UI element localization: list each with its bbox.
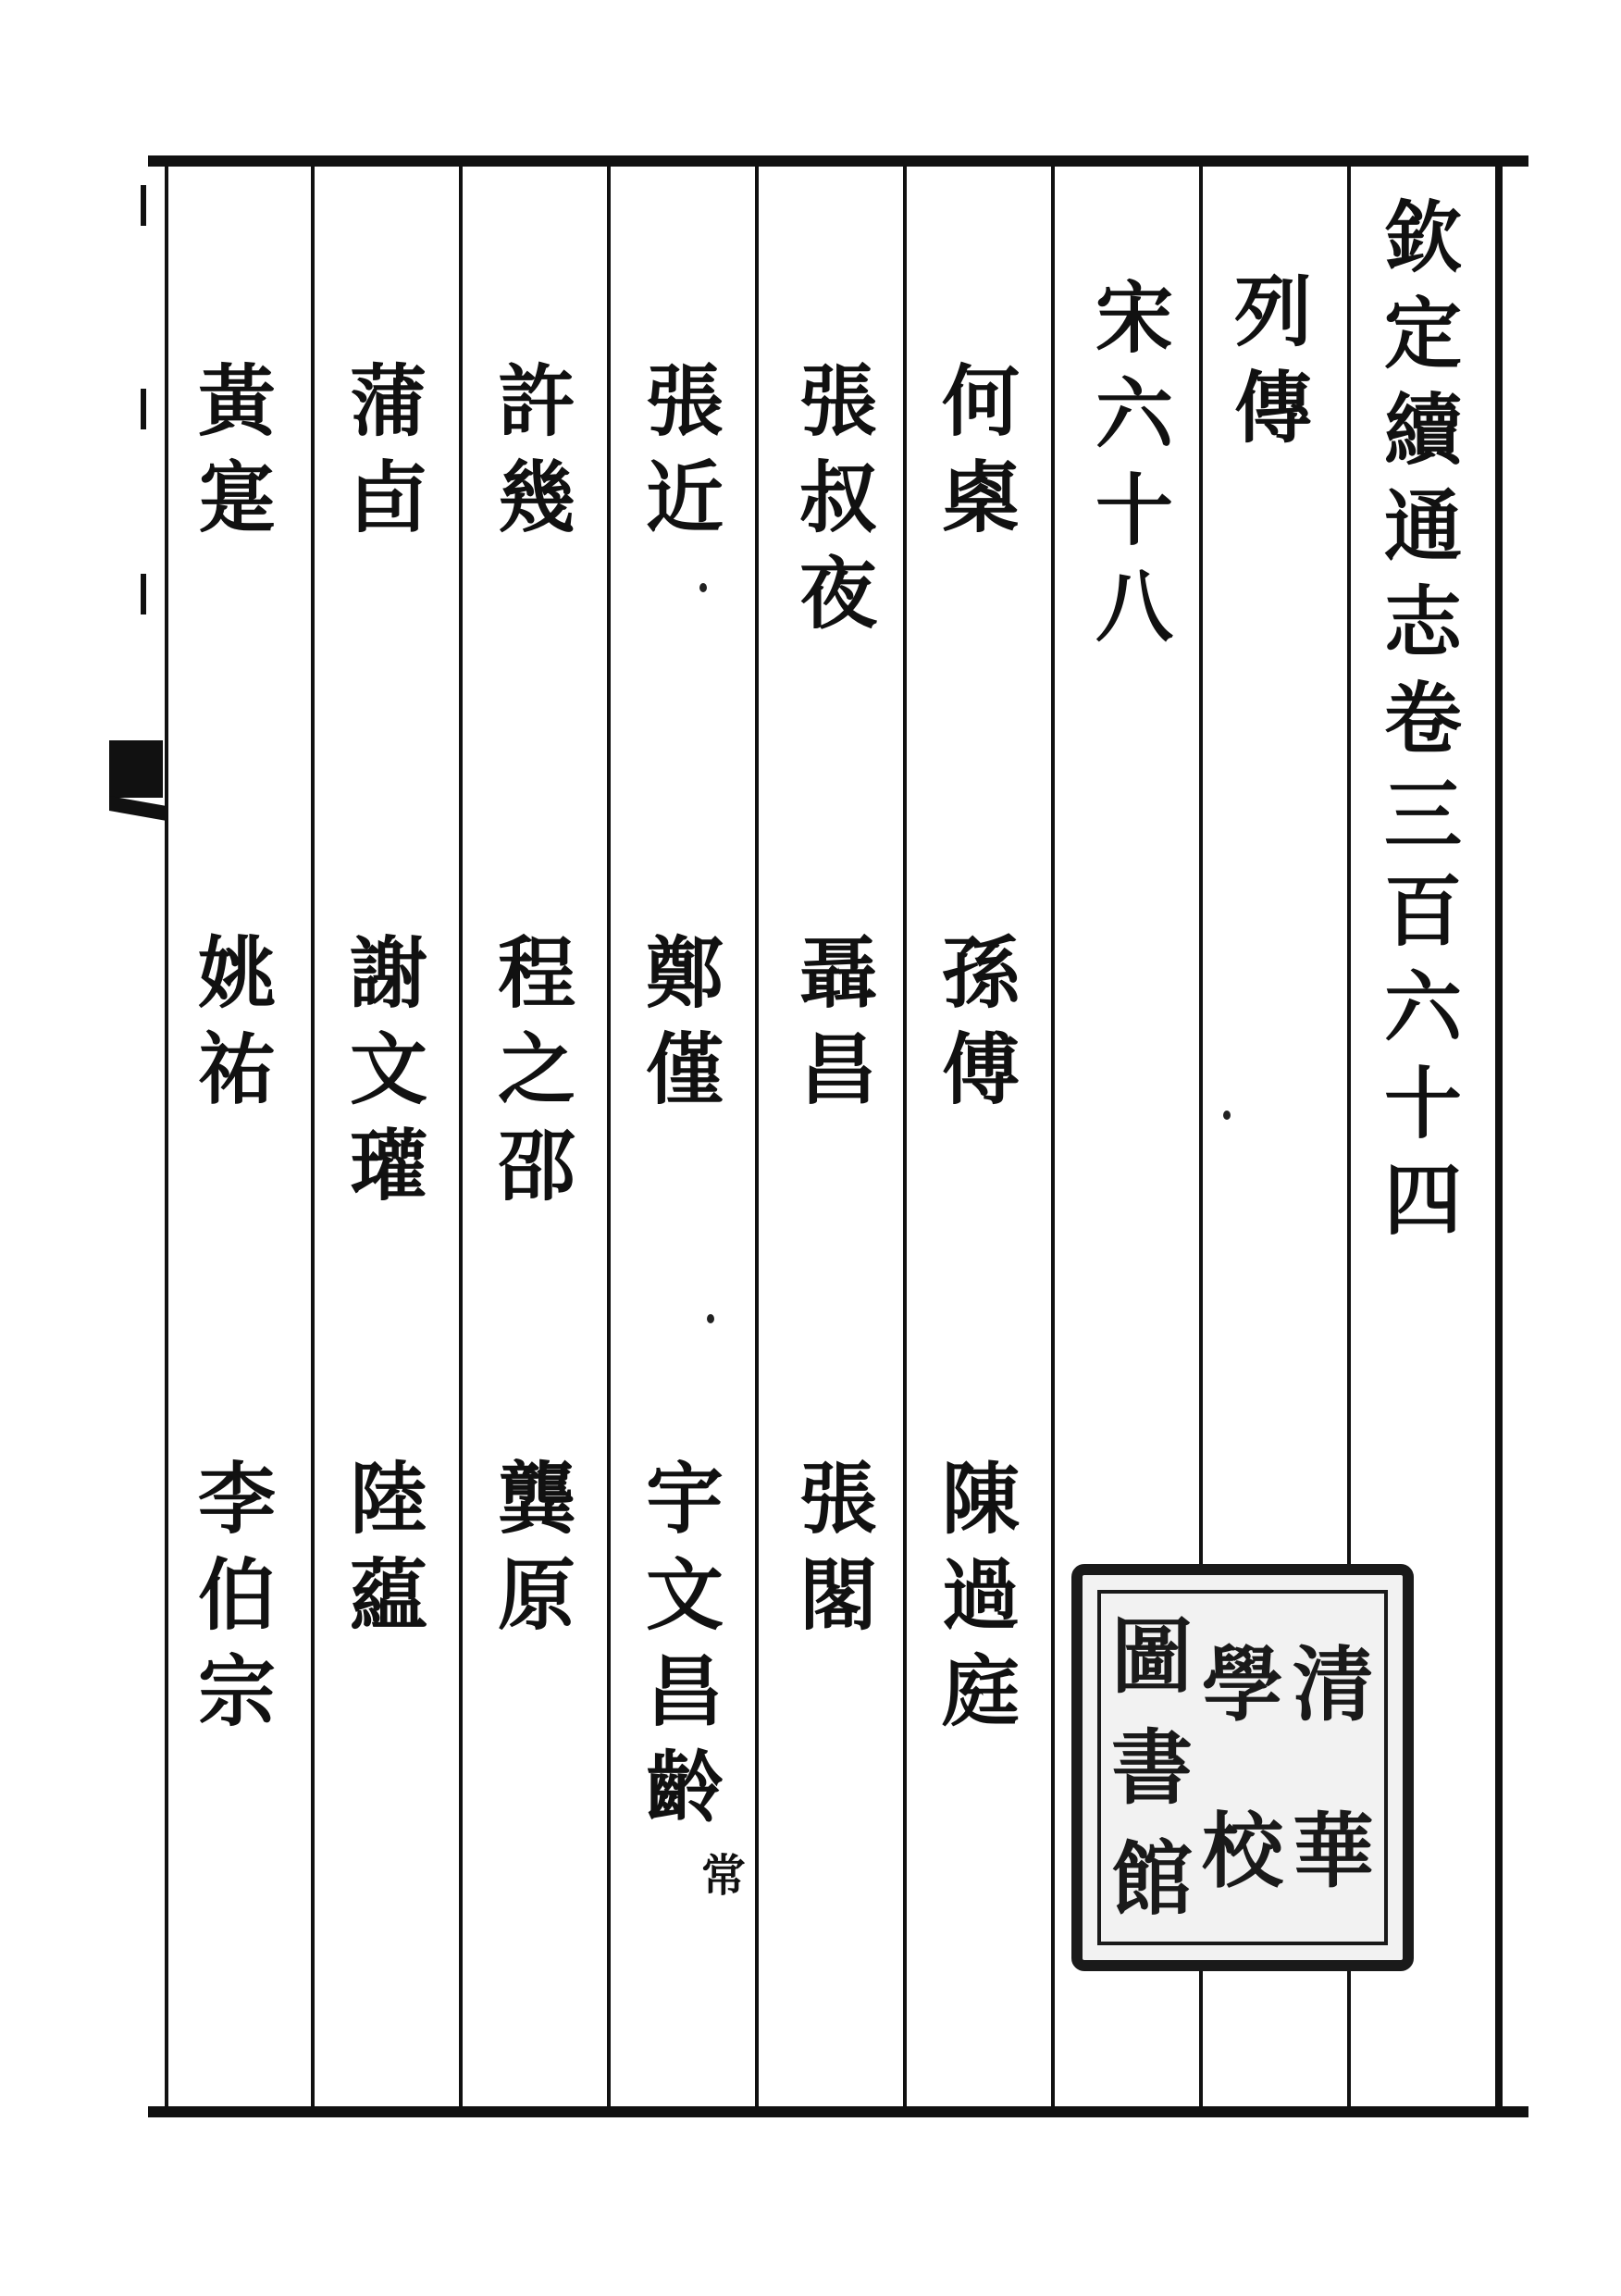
interlinear-note — [696, 1849, 751, 1903]
biography-name — [342, 925, 435, 1214]
glyph: 通 — [1383, 480, 1462, 572]
glyph: 宋 — [1095, 272, 1173, 364]
glyph: 邵 — [497, 1120, 575, 1211]
column-rule — [311, 163, 315, 2112]
glyph: 姚 — [197, 927, 276, 1019]
column-rule-outer — [1495, 163, 1503, 2112]
glyph: 叔 — [798, 452, 877, 543]
glyph: 館 — [1110, 1831, 1193, 1927]
biography-name — [638, 925, 731, 1118]
glyph: 華 — [1292, 1803, 1374, 1899]
biography-name — [638, 1451, 731, 1836]
glyph: 百 — [1383, 865, 1462, 957]
column-rule — [607, 163, 611, 2112]
glyph: 龔 — [497, 1453, 575, 1545]
edge-fragment — [104, 389, 163, 441]
glyph: 過 — [941, 1549, 1020, 1641]
glyph: 陳 — [941, 1453, 1020, 1545]
biography-name — [792, 354, 885, 642]
biography-name — [792, 1451, 885, 1644]
column-rule — [459, 163, 463, 2112]
glyph: 僅 — [645, 1024, 724, 1115]
biography-name — [490, 354, 583, 546]
glyph: 之 — [497, 1024, 575, 1115]
glyph: 黃 — [197, 355, 276, 447]
glyph: 傅 — [941, 1024, 1020, 1115]
glyph: 幾 — [497, 452, 575, 543]
library-seal — [1071, 1564, 1414, 1971]
glyph: 圖 — [1110, 1608, 1193, 1705]
glyph: 六 — [1095, 368, 1173, 460]
glyph: 昌 — [798, 1024, 877, 1115]
ink-speck — [699, 583, 707, 592]
biography-name — [490, 1451, 583, 1644]
biography-name — [934, 354, 1027, 546]
glyph: 書 — [1110, 1719, 1193, 1816]
glyph: 定 — [1383, 288, 1462, 379]
glyph: 瓘 — [349, 1120, 427, 1211]
glyph: 近 — [645, 452, 724, 543]
glyph: 清 — [1292, 1636, 1374, 1732]
glyph: 宇 — [645, 1453, 724, 1545]
biography-name — [191, 354, 283, 546]
biography-name — [191, 1451, 283, 1740]
glyph: 聶 — [798, 927, 877, 1019]
column-rule — [903, 163, 907, 2112]
edge-fragment — [104, 185, 163, 237]
glyph: 宗 — [197, 1645, 276, 1737]
glyph: 十 — [1095, 465, 1173, 556]
glyph: 孫 — [941, 927, 1020, 1019]
seal-column — [1293, 1601, 1374, 1934]
glyph: 李 — [197, 1453, 276, 1545]
glyph: 夜 — [798, 548, 877, 639]
glyph: 祐 — [197, 1024, 276, 1115]
column-rule — [1051, 163, 1055, 2112]
glyph: 欽 — [1383, 192, 1462, 283]
glyph: 原 — [497, 1549, 575, 1641]
glyph: 許 — [497, 355, 575, 447]
glyph: 庭 — [941, 1645, 1020, 1737]
glyph: 謝 — [349, 927, 427, 1019]
column-rule — [755, 163, 759, 2112]
biography-name — [342, 354, 435, 546]
glyph: 昌 — [645, 1645, 724, 1737]
glyph: 三 — [1383, 769, 1462, 861]
glyph: 卣 — [349, 452, 427, 543]
edge-fragment — [104, 574, 163, 626]
glyph: 校 — [1201, 1803, 1283, 1899]
glyph: 文 — [645, 1549, 724, 1641]
glyph: 志 — [1383, 577, 1462, 668]
glyph: 何 — [941, 355, 1020, 447]
glyph: 張 — [798, 355, 877, 447]
glyph: 文 — [349, 1024, 427, 1115]
dynasty-heading — [1088, 270, 1181, 655]
glyph: 陸 — [349, 1453, 427, 1545]
seal-column — [1111, 1601, 1193, 1934]
glyph: 蒲 — [349, 355, 427, 447]
ink-speck — [1223, 1111, 1231, 1120]
glyph: 十 — [1383, 1058, 1462, 1149]
biography-name — [191, 925, 283, 1118]
biography-name — [934, 925, 1027, 1118]
seal-column — [1202, 1601, 1283, 1934]
glyph: 伯 — [197, 1549, 276, 1641]
biography-name — [490, 925, 583, 1214]
glyph: 張 — [798, 1453, 877, 1545]
glyph: 鄭 — [645, 927, 724, 1019]
library-seal-inner — [1097, 1590, 1388, 1945]
glyph: 四 — [1383, 1154, 1462, 1246]
biography-name — [638, 354, 731, 546]
ink-speck — [707, 1314, 714, 1323]
column-rule — [165, 163, 168, 2112]
fold-mark — [109, 740, 163, 798]
glyph: 寔 — [197, 452, 276, 543]
glyph: 卷 — [1383, 673, 1462, 764]
biography-name — [342, 1451, 435, 1644]
section-heading — [1227, 264, 1319, 456]
biography-name — [934, 1451, 1027, 1740]
volume-title — [1377, 190, 1469, 1248]
glyph: 學 — [1201, 1636, 1283, 1732]
glyph: 常 — [700, 1850, 746, 1902]
glyph: 齡 — [645, 1742, 724, 1833]
glyph: 八 — [1095, 561, 1173, 652]
glyph: 傳 — [1233, 362, 1312, 453]
biography-name — [792, 925, 885, 1118]
glyph: 六 — [1383, 962, 1462, 1053]
glyph: 程 — [497, 927, 575, 1019]
glyph: 列 — [1233, 266, 1312, 357]
glyph: 續 — [1383, 384, 1462, 476]
glyph: 張 — [645, 355, 724, 447]
glyph: 閣 — [798, 1549, 877, 1641]
glyph: 藴 — [349, 1549, 427, 1641]
glyph: 㮚 — [941, 452, 1020, 543]
